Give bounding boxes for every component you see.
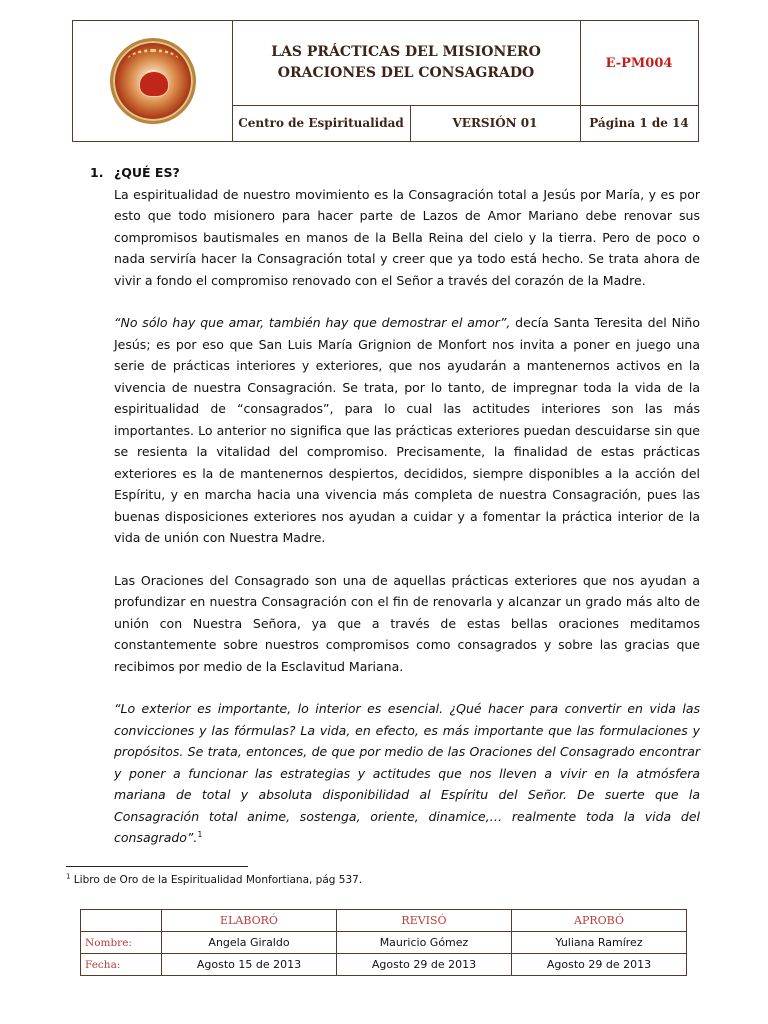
- document-header: [72, 20, 699, 142]
- section-heading: [90, 162, 700, 184]
- section-number: 1.: [90, 165, 104, 180]
- date-aprobo: Agosto 29 de 2013: [512, 954, 687, 976]
- section-title: ¿QUÉ ES?: [114, 165, 180, 180]
- paragraph-1: La espiritualidad de nuestro movimiento es la Consagración total a Jesús por María, y es por esto que todo misionero para hacer parte de Lazos de Amor Mariano debe renovar sus compromisos bautismales en manos de la Bella Reina del cielo y la tierra. Pero de poco o nada serviría hacer la Consagración total y creer que ya todo está hecho. Se trata ahora de vivir a fondo el compromiso renovado con el Señor a través del corazón de la Madre.: [114, 186, 700, 288]
- document-code: E-PM004: [580, 21, 698, 106]
- paragraph-4: [114, 698, 700, 849]
- date-elaboro: Agosto 15 de 2013: [162, 954, 337, 976]
- footnote-reference: 1: [197, 829, 203, 839]
- paragraph-2-text: decía Santa Teresita del Niño Jesús; es por eso que San Luis María Grignion de Monfort nos invita a poner en juego una serie de prácticas interiores y exteriores, que nos ayudarán a mantenernos activos en la vivencia de nuestra Consagración. Se trata, por lo tanto, de impregnar toda la vida de la espiritualidad de “consagrados”, para lo cual las actitudes interiores son las más importantes. Lo anterior no significa que las prácticas exteriores puedan descuidarse sin que se resienta la vitalidad del compromiso. Precisamente, la finalidad de estas prácticas exteriores es la de mantenernos despiertos, decididos, siempre disponibles a la acción del Espíritu, y en marcha hacia una vivencia más completa de nuestra Consagración, pues las buenas disposiciones exteriores nos ayudan a cuidar y a fomentar la práctica interior de la vida de unión con Nuestra Madre.: [114, 315, 700, 545]
- name-elaboro: Angela Giraldo: [162, 932, 337, 954]
- approval-header-row: [81, 910, 687, 932]
- footnote-mark: 1: [66, 872, 71, 881]
- heart-icon: [139, 71, 169, 97]
- footnote-text: Libro de Oro de la Espiritualidad Monfortiana, pág 537.: [70, 874, 363, 886]
- title-line-1: LAS PRÁCTICAS DEL MISIONERO: [271, 44, 541, 60]
- quote-exterior: “Lo exterior es importante, lo interior es esencial. ¿Qué hacer para convertir en vida las convicciones y las fórmulas? La vida, en efecto, es más importante que las formulaciones y propósitos. Se trata, entonces, de que por medio de las Oraciones del Consagrado encontrar y poner a funcionar las estrategias y actitudes que nos lleven a vivir en la atmósfera mariana de total y absoluta disponibilidad al Espíritu del Señor. De suerte que la Consagración total anime, sostenga, oriente, dinamice,… realmente toda la vida del consagrado”.: [114, 701, 700, 845]
- movement-logo: [110, 38, 196, 124]
- date-label: Fecha:: [81, 954, 162, 976]
- rays-icon: [127, 49, 179, 72]
- empty-cell: [81, 910, 162, 932]
- approval-name-row: [81, 932, 687, 954]
- name-aprobo: Yuliana Ramírez: [512, 932, 687, 954]
- footnote: [66, 874, 362, 886]
- document-body: [90, 162, 700, 849]
- name-label: Nombre:: [81, 932, 162, 954]
- paragraph-3: Las Oraciones del Consagrado son una de aquellas prácticas exteriores que nos ayudan a profundizar en nuestra Consagración con el fin de renovarla y alcanzar un grado más alto de unión con Nuestra Señora, ya que a través de estas bellas oraciones meditamos constantemente sobre nuestros compromisos como consagrados y sobre las gracias que recibimos por medio de la Esclavitud Mariana.: [114, 572, 700, 674]
- page-number: Página 1 de 14: [589, 116, 689, 130]
- version: VERSIÓN 01: [410, 105, 581, 141]
- name-reviso: Mauricio Gómez: [337, 932, 512, 954]
- footnote-divider: [66, 866, 248, 867]
- approval-date-row: [81, 954, 687, 976]
- header-aprobo: APROBÓ: [512, 910, 687, 932]
- approval-table: [80, 909, 687, 976]
- date-reviso: Agosto 29 de 2013: [337, 954, 512, 976]
- logo-cell: [73, 21, 233, 141]
- department: Centro de Espiritualidad: [232, 105, 411, 141]
- header-reviso: REVISÓ: [337, 910, 512, 932]
- title-line-2: ORACIONES DEL CONSAGRADO: [277, 65, 535, 81]
- document-title: [232, 21, 581, 106]
- header-elaboro: ELABORÓ: [162, 910, 337, 932]
- quote-teresita: “No sólo hay que amar, también hay que demostrar el amor”,: [114, 315, 511, 330]
- paragraph-2: [114, 312, 700, 549]
